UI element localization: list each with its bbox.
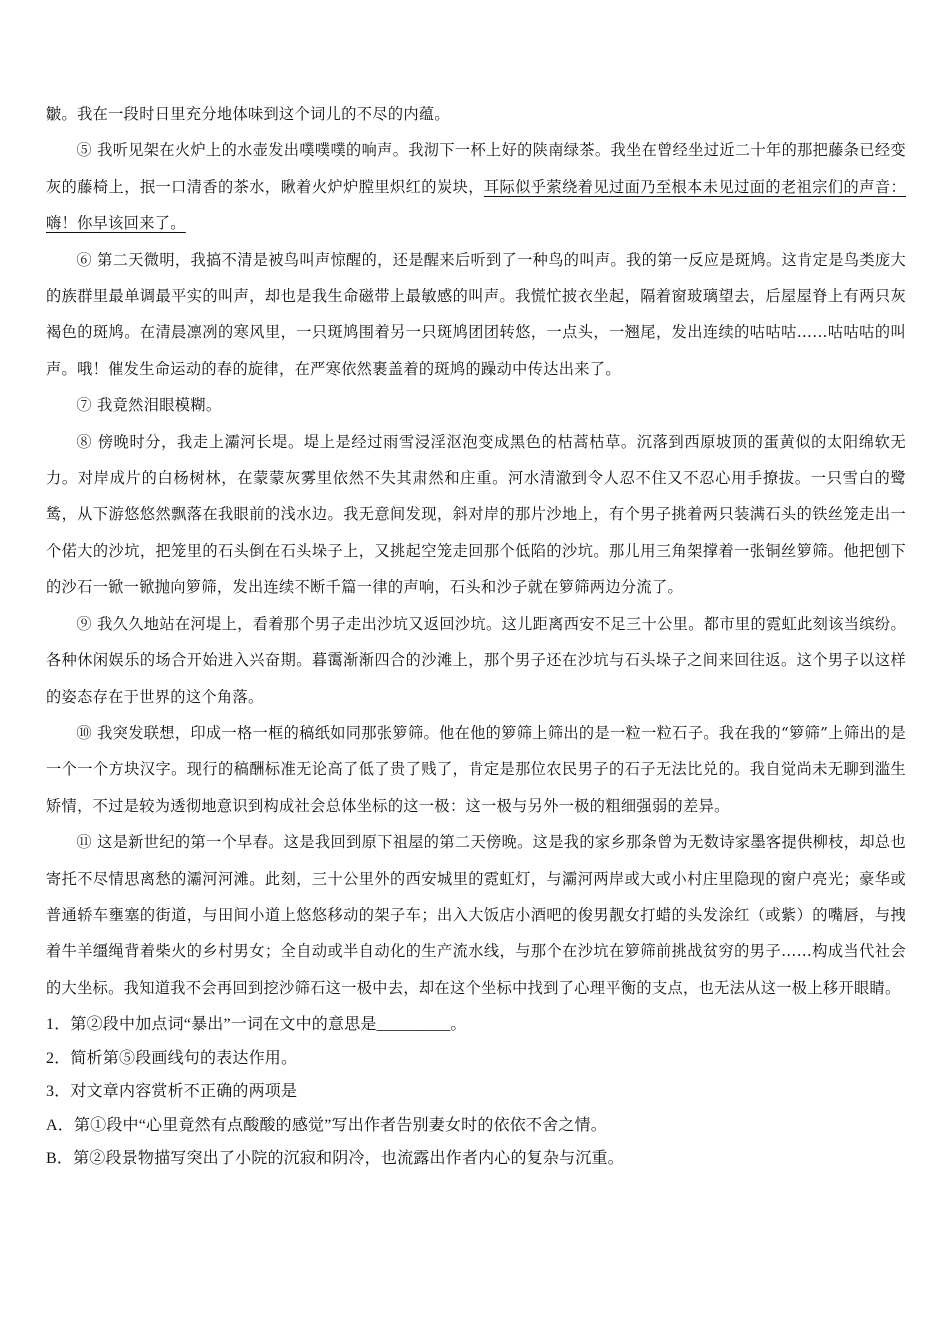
- question-3-option-b: B．第②段景物描写突出了小院的沉寂和阴冷，也流露出作者内心的复杂与沉重。: [46, 1150, 624, 1168]
- paragraph-6: ⑥ 第二天微明，我搞不清是被鸟叫声惊醒的，还是醒来后听到了一种鸟的叫声。我的第一反应是斑鸠。这肯定是鸟类庞大的族群里最单调最平实的叫声，却也是我生命磁带上最敏感的叫声。我慌忙披衣坐起，隔着窗玻璃望去，后屋屋脊上有两只灰褐色的斑鸠。在清晨凛冽的寒风里，一只斑鸠围着另一只斑鸠团团转悠，一点头，一翘尾，发出连续的咕咕咕……咕咕咕的叫声。哦！催发生命运动的春的旋律，在严寒依然裹盖着的斑鸠的躁动中传达出来了。: [46, 250, 906, 378]
- question-2: 2．简析第⑤段画线句的表达作用。: [46, 1049, 298, 1067]
- question-1: 1．第②段中加点词“暴出”一词在文中的意思是_________。: [46, 1016, 467, 1034]
- document-page: [46, 96, 906, 1176]
- paragraph-5-underlined-sentence: 耳际似乎萦绕着见过面乃至根本未见过面的老祖宗们的声音：嗨！你早该回来了。: [46, 177, 906, 233]
- question-3-option-a: A．第①段中“心里竟然有点酸酸的感觉”写出作者告别妻女时的依依不舍之情。: [46, 1116, 607, 1134]
- paragraph-5-text: ⑤ 我听见架在火炉上的水壶发出噗噗噗的响声。我沏下一杯上好的陕南绿茶。我坐在曾经坐过近二十年的那把藤条已经变灰的藤椅上，抿一口清香的茶水，瞅着火炉炉膛里炽红的炭块，: [46, 141, 906, 196]
- paragraph-11: ⑪ 这是新世纪的第一个早春。这是我回到原下祖屋的第二天傍晚。这是我的家乡那条曾为无数诗家墨客提供柳枝，却总也寄托不尽情思离愁的灞河河滩。此刻，三十公里外的西安城里的霓虹灯，与灞河两岸或大或小村庄里隐现的窗户亮光；豪华或普通轿车壅塞的街道，与田间小道上悠悠移动的架子车；出入大饭店小酒吧的俊男靓女打蜡的头发涂红（或紫）的嘴唇，与拽着牛羊缰绳背着柴火的乡村男女；全自动或半自动化的生产流水线，与那个在沙坑在箩筛前挑战贫穷的男子……构成当代社会的大坐标。我知道我不会再回到挖沙筛石这一极中去，却在这个坐标中找到了心理平衡的支点，也无法从这一极上移开眼睛。: [46, 833, 906, 997]
- paragraph-5: [46, 132, 906, 241]
- paragraph-8: ⑧ 傍晚时分，我走上灞河长堤。堤上是经过雨雪浸淫沤泡变成黑色的枯蒿枯草。沉落到西原坡顶的蛋黄似的太阳绵软无力。对岸成片的白杨树林，在蒙蒙灰雾里依然不失其肃然和庄重。河水清澈到令人忍不住又不忍心用手撩拔。一只雪白的鹭鸶，从下游悠悠然飘落在我眼前的浅水边。我无意间发现，斜对岸的那片沙地上，有个男子挑着两只装满石头的铁丝笼走出一个偌大的沙坑，把笼里的石头倒在石头垛子上，又挑起空笼走回那个低陷的沙坑。那儿用三角架撑着一张铜丝箩筛。他把刨下的沙石一锨一锨抛向箩筛，发出连续不断千篇一律的声响，石头和沙子就在箩筛两边分流了。: [46, 432, 906, 597]
- paragraph-10: ⑩ 我突发联想，印成一格一框的稿纸如同那张箩筛。他在他的箩筛上筛出的是一粒一粒石子。我在我的“箩筛”上筛出的是一个一个方块汉字。现行的稿酬标准无论高了低了贵了贱了，肯定是那位农民男子的石子无法比兑的。我自觉尚未无聊到滥生矫情，不过是较为透彻地意识到构成社会总体坐标的这一极：这一极与另外一极的粗细强弱的差异。: [46, 723, 906, 815]
- questions-section: [46, 1008, 906, 1176]
- paragraph-7: ⑦ 我竟然泪眼模糊。: [76, 396, 222, 415]
- paragraph-continued: 皺。我在一段时日里充分地体味到这个词儿的不尽的内蕴。: [46, 105, 450, 123]
- paragraph-9: ⑨ 我久久地站在河堤上，看着那个男子走出沙坑又返回沙坑。这儿距离西安不足三十公里。都市里的霓虹此刻该当缤纷。各种休闲娱乐的场合开始进入兴奋期。暮霭渐渐四合的沙滩上，那个男子还在沙坑与石头垛子之间来回往返。这个男子以这样的姿态存在于世界的这个角落。: [46, 614, 906, 706]
- question-3: 3．对文章内容赏析不正确的两项是: [46, 1083, 298, 1101]
